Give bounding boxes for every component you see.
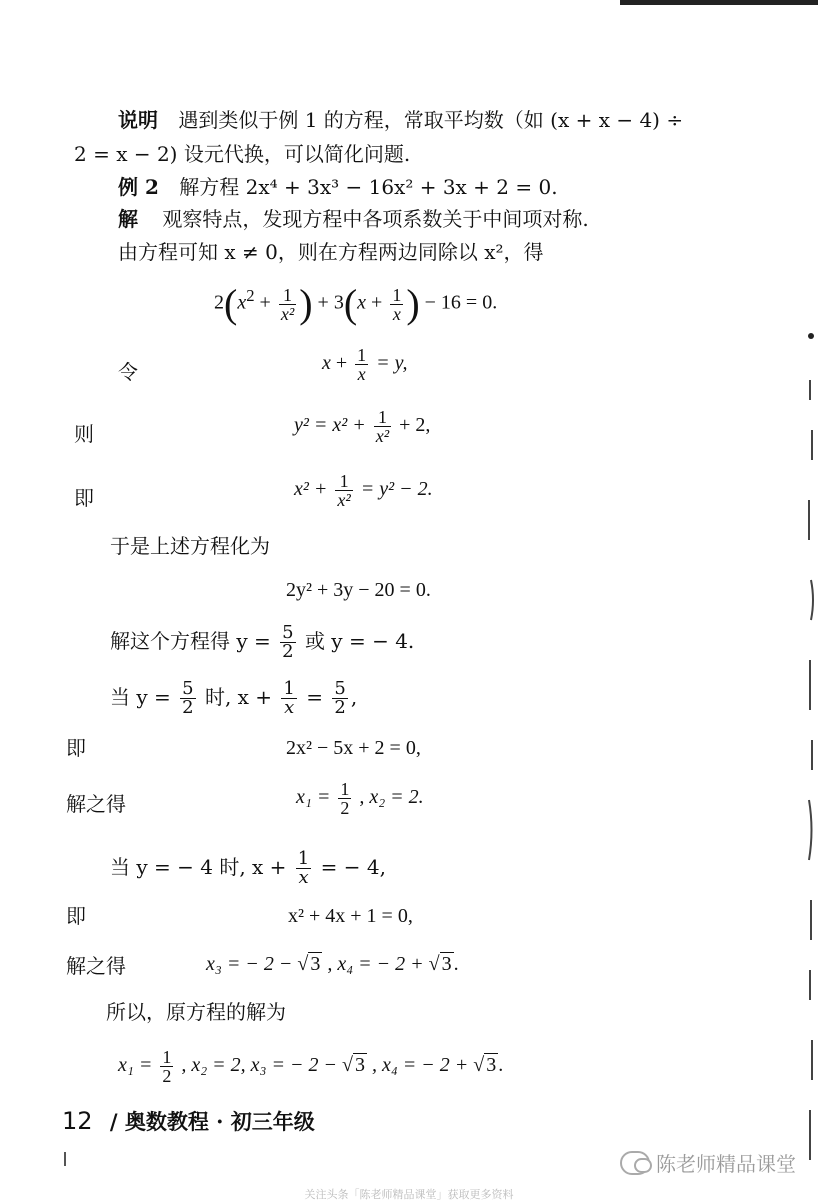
solve-y-line: 解这个方程得 y = $\frac{5}{2}$ 或 y = − 4.: [110, 622, 415, 662]
book-title: / 奥数教程 · 初三年级: [109, 1109, 315, 1134]
equation-case-2: x² + 4x + 1 = 0,: [288, 905, 413, 927]
case-1-line: 当 y = $\frac{5}{2}$ 时, x + $\frac{1}{x}$ = $\frac{5}{2}$ ,: [110, 678, 358, 718]
fraction-1-over-2: $\frac{1}{2}$: [340, 779, 350, 818]
scan-top-edge: [620, 0, 818, 5]
fraction-1-over-x: $\frac{1}{x}$: [392, 284, 402, 324]
fraction-1-over-x2: $\frac{1}{\text{x²}}$: [280, 284, 295, 324]
solution-line: [118, 207, 589, 231]
solve-label-2: 解之得: [66, 954, 126, 978]
equation-quadratic-y: 2y² + 3y − 20 = 0.: [286, 579, 431, 601]
example-2-label: 例 2: [118, 175, 159, 199]
fraction-1-over-2: $\frac{1}{2}$: [162, 1047, 172, 1086]
wechat-icon: [620, 1151, 650, 1175]
fraction-1-over-x2: $\frac{1}{\text{x²}}$: [375, 407, 390, 446]
sqrt-3: √ 3: [428, 953, 452, 975]
fraction-1-over-x: $\frac{1}{x}$: [283, 678, 295, 718]
i-e-label-2: 即: [66, 736, 86, 760]
equation-grouped: $2(x^2$ + $\frac{1}{\text{x²}}$ ) + 3(x + $\frac{1}{x}$ ) − 16 = 0.: [214, 281, 498, 326]
note-line-2: 2 = x − 2) 设元代换，可以简化问题.: [74, 142, 411, 166]
example-2-line: [118, 175, 558, 199]
solve-label-1: 解之得: [66, 792, 126, 816]
fraction-1-over-x: $\frac{1}{x}$: [357, 345, 367, 384]
fraction-1-over-x2: $\frac{1}{\text{x²}}$: [337, 471, 351, 510]
final-roots: x₁ = $\frac{1}{2}$ , x₂ = 2, x₃ = − 2 − √ 3 , x₄ = − 2 + √ 3 .: [118, 1047, 504, 1086]
fraction-5-over-2: $\frac{5}{2}$: [182, 678, 194, 718]
solution-label: 解: [118, 207, 138, 231]
page-footer: [62, 1106, 315, 1136]
bottom-note: 关注头条「陈老师精品课堂」获取更多资料: [304, 1188, 514, 1201]
watermark-text: 陈老师精品课堂: [656, 1152, 796, 1176]
i-e-label-1: 即: [74, 486, 94, 510]
fraction-5-over-2: $\frac{5}{2}$: [282, 622, 294, 662]
transform-step: 于是上述方程化为: [110, 534, 270, 558]
i-e-label-3: 即: [66, 904, 86, 928]
fraction-1-over-x: $\frac{1}{x}$: [297, 848, 310, 888]
roots-case-2: x₃ = − 2 − √ 3 , x₄ = − 2 + √ 3 .: [206, 953, 459, 975]
equation-tail: − 16 = 0.: [424, 291, 498, 314]
equation-y-squared: y² = x² + $\frac{1}{\text{x²}}$ + 2,: [294, 407, 431, 446]
page-number: 12: [62, 1107, 93, 1135]
note-text-1: 遇到类似于例 1 的方程，常取平均数（如 (x + x − 4) ÷: [178, 108, 684, 132]
sqrt-3: √ 3: [297, 953, 321, 975]
watermark: [620, 1148, 796, 1177]
case-2-line: 当 y = − 4 时, x + $\frac{1}{x}$ = − 4,: [110, 848, 386, 888]
equation-case-1: 2x² − 5x + 2 = 0,: [286, 737, 421, 759]
coef-3: + 3: [317, 291, 344, 314]
scan-edge-artifact: [802, 320, 816, 1200]
note-label: 说明: [118, 108, 158, 132]
roots-case-1: x₁ = $\frac{1}{2}$ , x₂ = 2.: [296, 779, 424, 818]
coef-2: 2: [214, 291, 224, 314]
let-label: 令: [118, 360, 138, 384]
equation-substitution: x + $\frac{1}{x}$ = y,: [322, 345, 408, 384]
fraction-5-over-2: $\frac{5}{2}$: [334, 678, 346, 718]
equation-x-squared: x² + $\frac{1}{\text{x²}}$ = y² − 2.: [294, 471, 433, 510]
note-line-1: [118, 108, 683, 132]
divide-step: 由方程可知 x ≠ 0，则在方程两边同除以 x²，得: [118, 240, 544, 264]
conclusion-line: 所以，原方程的解为: [106, 1000, 286, 1024]
then-label: 则: [74, 422, 94, 446]
sqrt-3: √ 3: [341, 1054, 365, 1077]
sqrt-3: √ 3: [473, 1054, 497, 1077]
example-2-problem: 解方程 2x⁴ + 3x³ − 16x² + 3x + 2 = 0.: [179, 175, 558, 199]
solution-text: 观察特点，发现方程中各项系数关于中间项对称.: [162, 207, 589, 231]
scan-mark: [64, 1152, 66, 1166]
